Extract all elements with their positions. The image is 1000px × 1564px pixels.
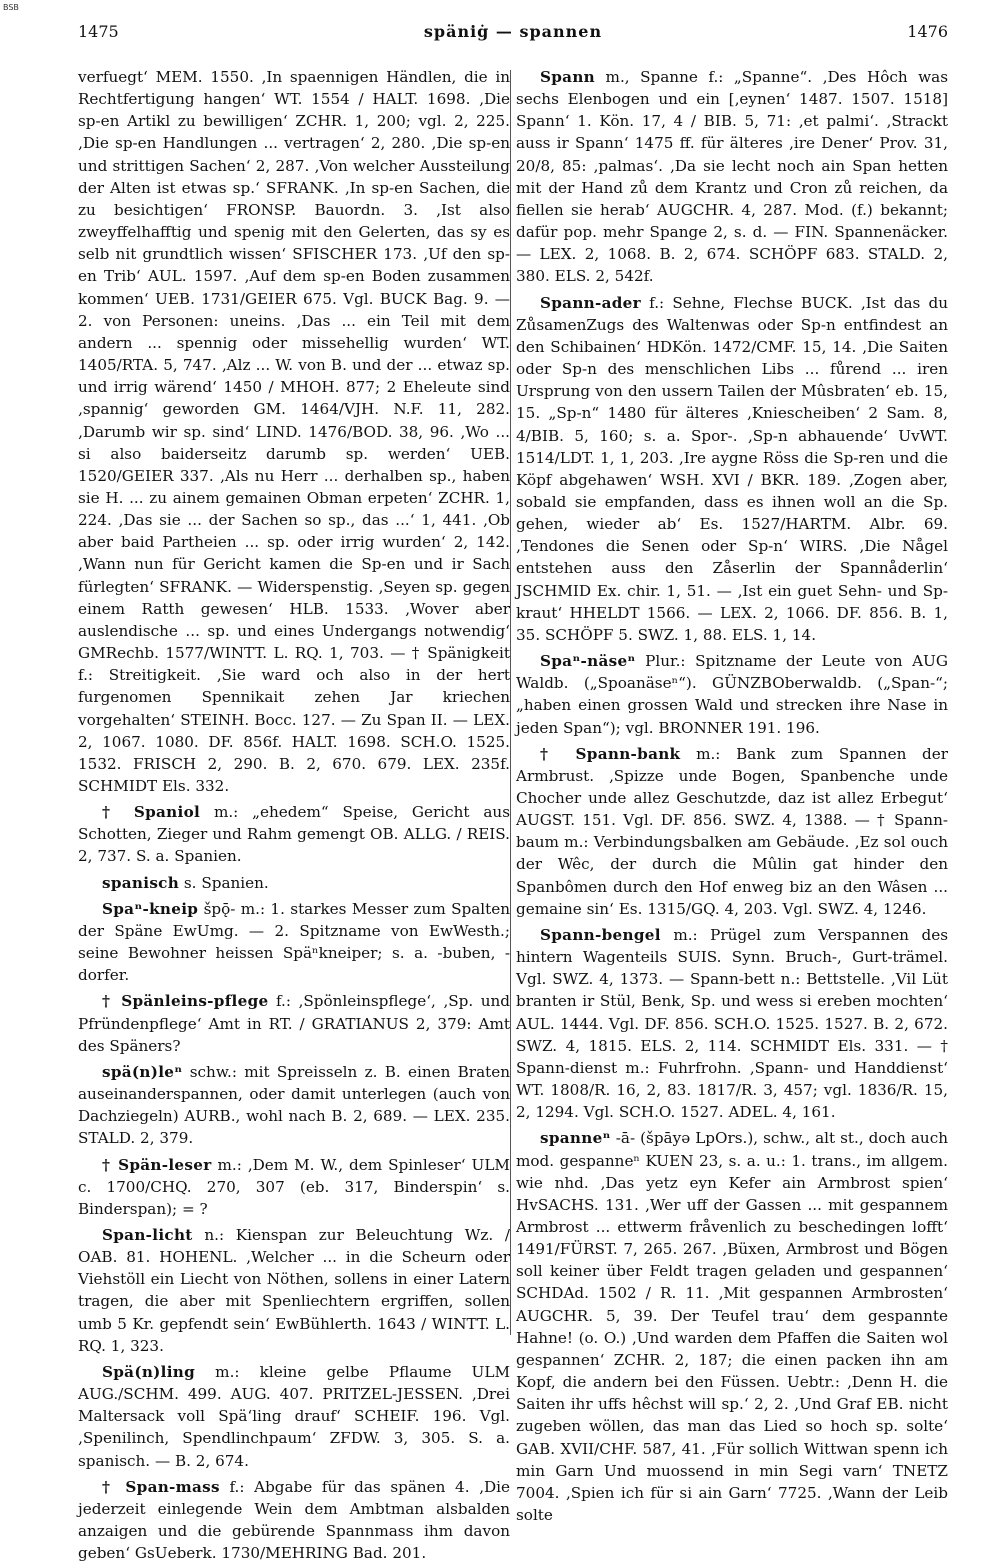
- entry-text: m.: Bank zum Spannen der Armbrust. ‚Spizze unde Bogen, Spanbenche unde Chocher unde allez Geschutzde, daz ist allez Erbegut‘ AUGST. 151. Vgl. DF. 856. SWZ. 4, 1388. — † Spann-baum m.: Verbindungsbalken am Gebäude. ‚Ez sol ouch der Wêc, der durch die Mûlin gat hinder den Spanbômen durch den Hof enweg biz an den Wâsen ... gemaine sin‘ Es. 1315/GQ. 4, 203. Vgl. SWZ. 4, 1246.: [516, 744, 949, 918]
- entry-text: m., Spanne f.: „Spanne“. ‚Des Hôch was sechs Elenbogen und ein [‚eynen‘ 1487. 1507. 1518] Spann‘ 1. Kön. 17, 4 / BIB. 5, 71: ‚et palmi‘. ‚Strackt auss ir Spann‘ 1475 ff. für älteres ‚ire Dener‘ Prov. 31, 20/8, 85: ‚palmas‘. ‚Da sie lecht noch ain Span hetten mit der Hand zů dem Krantz und Cron zů reichen, da fiellen sie herab‘ AUGCHR. 4, 287. Mod. (f.) bekannt; dafür pop. mehr Spange 2, s. d. — FIN. Spannenäcker. — LEX. 2, 1068. B. 2, 674. SCHÖPF 683. STALD. 2, 380. ELS. 2, 542f.: [516, 68, 948, 286]
- page-number-left: 1475: [78, 22, 119, 41]
- entry-text: -ā- (špāyə LpOrs.), schw., alt st., doch auch mod. gespanneⁿ KUEN 23, s. a. u.: 1. trans., im allgem. wie nhd. ‚Das yetz eyn Kefer ain Armbrost spien‘ HvSACHS. 131. ‚Wer uff der Gassen ... mit gespannem Armbrost ... ettwerm fråvenlich zu beschedingen lofft‘ 1491/FÜRST. 7, 265. 267. ‚Büxen, Armbrost und Bögen soll keiner über Feldt tragen geladen und gespannen‘ SCHDAd. 1502 / R. 11. ‚Mit gespannen Armbrosten‘ AUGCHR. 5, 39. Der Teufel trau‘ dem gespannte Hahne! (o. O.) ‚Und warden dem Pfaffen die Saiten wol gespannen‘ ZCHR. 2, 187; die einen packen ihn am Kopf, die andern bei den Füssen. Uebtr.: ‚Denn H. die Saiten ihr uffs hêchst will sp.‘ 2, 2. ‚Und Graf EB. nicht zugeben wöllen, das man das Lied so hoch sp. solte‘ GAB. XVII/CHF. 587, 41. ‚Für sollich Wittwan spenn ich min Garn Und muossend in min Segi varn‘ TNETZ 7004. ‚Spien ich für si ain Garn‘ 7725. ‚Wann der Leib solte: [516, 1129, 948, 1524]
- entry-lemma: † Spän-leser: [102, 1155, 212, 1174]
- dictionary-entry: [516, 66, 948, 288]
- entry-lemma: † Spaniol: [102, 803, 201, 822]
- entry-text: m.: Prügel zum Verspannen des hintern Wagenteils SUIS. Synn. Bruch-, Gurt-trämel. Vgl. SWZ. 4, 1373. — Spann-bett n.: Bettstelle. ‚Vil Lüt branten ir Stül, Benk, Sp. und wess si ereben mochten‘ AUL. 1444. Vgl. DF. 856. SCH.O. 1525. 1527. B. 2, 672. SWZ. 4, 1815. ELS. 2, 114. SCHMIDT Els. 331. — † Spann-dienst m.: Fuhrfrohn. ‚Spann- und Handdienst‘ WT. 1808/R. 16, 2, 83. 1817/R. 3, 457; vgl. 1836/R. 15, 2, 1294. Vgl. SCH.O. 1527. ADEL. 4, 161.: [516, 925, 948, 1122]
- dictionary-entry: [516, 743, 948, 920]
- dictionary-entry: [78, 1224, 510, 1357]
- entry-lemma: † Spann-bank: [540, 744, 681, 763]
- entry-lemma: Spann-bengel: [540, 925, 661, 944]
- page-number-right: 1476: [907, 22, 948, 41]
- entry-text: schw.: mit Spreisseln z. B. einen Braten auseinanderspannen, oder damit unterlegen (auch von Dachziegeln) AURB., wohl nach B. 2, 689. — LEX. 235. STALD. 2, 379.: [78, 1062, 510, 1148]
- entry-lemma: Spä(n)ling: [102, 1362, 196, 1381]
- entry-text: Plur.: Spitzname der Leute von AUG Waldb. („Spoanäseⁿ“). GÜNZBOberwaldb. („Span-“; „haben einen grossen Wald und strecken ihre Nase in jeden Span“); vgl. BRONNER 191. 196.: [516, 652, 948, 737]
- entry-text: m.: kleine gelbe Pflaume ULM AUG./SCHM. 499. AUG. 407. PRITZEL-JESSEN. ‚Drei Maltersack voll Spä‘ling drauf‘ SCHEIF. 196. Vgl. ‚Spenilinch, Spendlinchpaum‘ ZFDW. 3, 305. S. a. spanisch. — B. 2, 674.: [78, 1362, 510, 1470]
- entry-text: n.: Kienspan zur Beleuchtung Wz. / OAB. 81. HOHENL. ‚Welcher ... in die Scheurn oder Viehstöll ein Liecht von Nöthen, sollens in einer Latern tragen, die aber mit Spenliechtern ergriffen, sollen umb 5 Kr. gepfendt sein‘ EwBühlerth. 1643 / WINTT. L. RQ. 1, 323.: [78, 1225, 510, 1355]
- entry-lemma: Spaⁿ-kneip: [102, 899, 199, 918]
- entry-text: f.: Sehne, Flechse BUCK. ‚Ist das du ZůsamenZugs des Waltenwas oder Sp-n entfindest an den Schibainen‘ HDKön. 1472/CMF. 15, 14. ‚Die Saiten oder Sp-n des menschlichen Libs ... fůrend ... iren Ursprung von den ussern Tailen der Mûsbraten‘ eb. 15, 15. „Sp-n“ 1480 für älteres ‚Kniescheiben‘ 2 Sam. 8, 4/BIB. 5, 160; s. a. Spor-. ‚Sp-n abhauende‘ UvWT. 1514/LDT. 1, 1, 203. ‚Ire aygne Röss die Sp-ren und die Köpf abgehawen‘ WSH. XVI / BKR. 189. ‚Zogen aber, sobald sie empfanden, dass es ihnen woll an die Sp. gehen, wieder ab‘ Es. 1527/HARTM. Albr. 69. ‚Tendones die Senen oder Sp-n‘ WIRS. ‚Die Någel entstehen auss den Zåserlin der Spannåderlin‘ JSCHMID Ex. chir. 1, 51. — ‚Ist ein guet Sehn- und Sp-kraut‘ HHELDT 1566. — LEX. 2, 1066. DF. 856. B. 1, 35. SCHÖPF 5. SWZ. 1, 88. ELS. 1, 14.: [516, 293, 948, 644]
- right-column: [516, 66, 949, 1524]
- entry-lemma: † Spänleins-pflege: [102, 992, 269, 1011]
- dictionary-entry: [78, 1476, 510, 1564]
- entry-text: verfuegt‘ MEM. 1550. ‚In spaennigen Händlen, die in Rechtfertigung hangen‘ WT. 1554 / HALT. 1698. ‚Die sp-en Artikl zu bewilligen‘ ZCHR. 1, 200; vgl. 2, 225. ‚Die sp-en Handlungen ... vertragen‘ 2, 280. ‚Die sp-en und strittigen Sachen‘ 2, 287. ‚Von welcher Aussteilung der Alten ist etwas sp.‘ SFRANK. ‚In sp-en Sachen, die zu besichtigen‘ FRONSP. Bauordn. 3. ‚Ist also zweyffelhafftig und spenig mit den Gelerten, das sy es selb nit grundtlich wissen‘ SFISCHER 173. ‚Uf den sp-en Trib‘ AUL. 1597. ‚Auf dem sp-en Boden zusammen kommen‘ UEB. 1731/GEIER 675. Vgl. BUCK Bag. 9. — 2. von Personen: uneins. ‚Das ... ein Teil mit dem andern ... spennig oder missehellig wurden‘ WT. 1405/RTA. 5, 747. ‚Alz ... W. von B. und der ... etwaz sp. und irrig wärend‘ 1450 / MHOH. 877; 2 Eheleute sind ‚spannig‘ geworden GM. 1464/VJH. N.F. 11, 282. ‚Darumb wir sp. sind‘ LIND. 1476/BOD. 38, 96. ‚Wo ... si also baiderseitz darumb sp. werden‘ UEB. 1520/GEIER 337. ‚Als nu Herr ... derhalben sp., haben sie H. ... zu ainem gemainen Obman erpeten‘ ZCHR. 1, 224. ‚Das sie ... der Sachen so sp., das ...‘ 1, 441. ‚Ob aber baid Partheien ... sp. oder irrig wurden‘ 2, 142. ‚Wann nun für Gericht kamen die Sp-en und ir Sach fürlegten‘ SFRANK. — Widerspenstig. ‚Seyen sp. gegen einem Ratth gewesen‘ HLB. 1533. ‚Wover aber auslendische ... sp. und eines Undergangs notwendig‘ GMRechb. 1577/WINTT. L. RQ. 1, 703. — † Spänigkeit f.: Streitigkeit. ‚Sie ward och also in der hert furgenomen Spennikait zehen Jar kriechen vorgehalten‘ STEINH. Bocc. 127. — Zu Span II. — LEX. 2, 1067. 1080. DF. 856f. HALT. 1698. SCH.O. 1525. 1532. FRISCH 2, 290. B. 2, 670. 679. LEX. 235f. SCHMIDT Els. 332.: [78, 68, 510, 795]
- running-title: späniġ — spannen: [423, 22, 603, 41]
- entry-text: f.: Abgabe für das spänen 4. ‚Die jederzeit einlegende Wein dem Ambtman alsbalden anzaigen und die gebürende Spannmass ihm davon geben‘ GsUeberk. 1730/MEHRING Bad. 201.: [78, 1477, 510, 1563]
- dictionary-entry: [78, 1154, 510, 1220]
- dictionary-entry: [78, 872, 510, 894]
- dictionary-entry: [516, 924, 948, 1123]
- dictionary-entry: [516, 1127, 948, 1526]
- entry-lemma: Spann-ader: [540, 293, 641, 312]
- entry-text: m.: „ehedem“ Speise, Gericht aus Schotten, Zieger und Rahm gemengt OB. ALLG. / REIS. 2, 737. S. a. Spanien.: [78, 803, 511, 866]
- entry-lemma: spanneⁿ: [540, 1129, 611, 1148]
- entry-lemma: † Span-mass: [102, 1477, 220, 1496]
- library-mark: BSB: [3, 3, 19, 12]
- entry-lemma: spä(n)leⁿ: [102, 1062, 183, 1081]
- entry-lemma: spanisch: [102, 873, 180, 892]
- dictionary-entry: [78, 990, 510, 1056]
- column-divider: [510, 70, 511, 1335]
- dictionary-entry: [78, 66, 510, 797]
- entry-text: f.: ‚Spönleinspflege‘, ‚Sp. und Pfründenpflege‘ Amt in RT. / GRATIANUS 2, 379: Amt des Späners?: [78, 992, 510, 1055]
- dictionary-entry: [78, 801, 510, 867]
- entry-text: špǭ- m.: 1. starkes Messer zum Spalten der Späne EwUmg. — 2. Spitzname von EwWesth.; seine Bewohner heissen Späⁿkneiper; s. a. -buben, -dorfer.: [78, 899, 510, 985]
- entry-lemma: Spann: [540, 68, 596, 86]
- dictionary-entry: [516, 650, 948, 739]
- left-column: [78, 66, 511, 1563]
- dictionary-entry: [78, 1361, 510, 1472]
- entry-text: s. Spanien.: [179, 873, 269, 892]
- entry-text: m.: ‚Dem M. W., dem Spinleser‘ ULM c. 1700/CHQ. 270, 307 (eb. 317, Binderspin‘ s. Binderspan); = ?: [78, 1155, 510, 1218]
- page-header: [78, 22, 948, 48]
- dictionary-entry: [78, 898, 510, 987]
- dictionary-entry: [516, 292, 948, 647]
- entry-lemma: Span-licht: [102, 1225, 193, 1244]
- entry-lemma: Spaⁿ-näseⁿ: [540, 652, 636, 671]
- dictionary-entry: [78, 1061, 510, 1150]
